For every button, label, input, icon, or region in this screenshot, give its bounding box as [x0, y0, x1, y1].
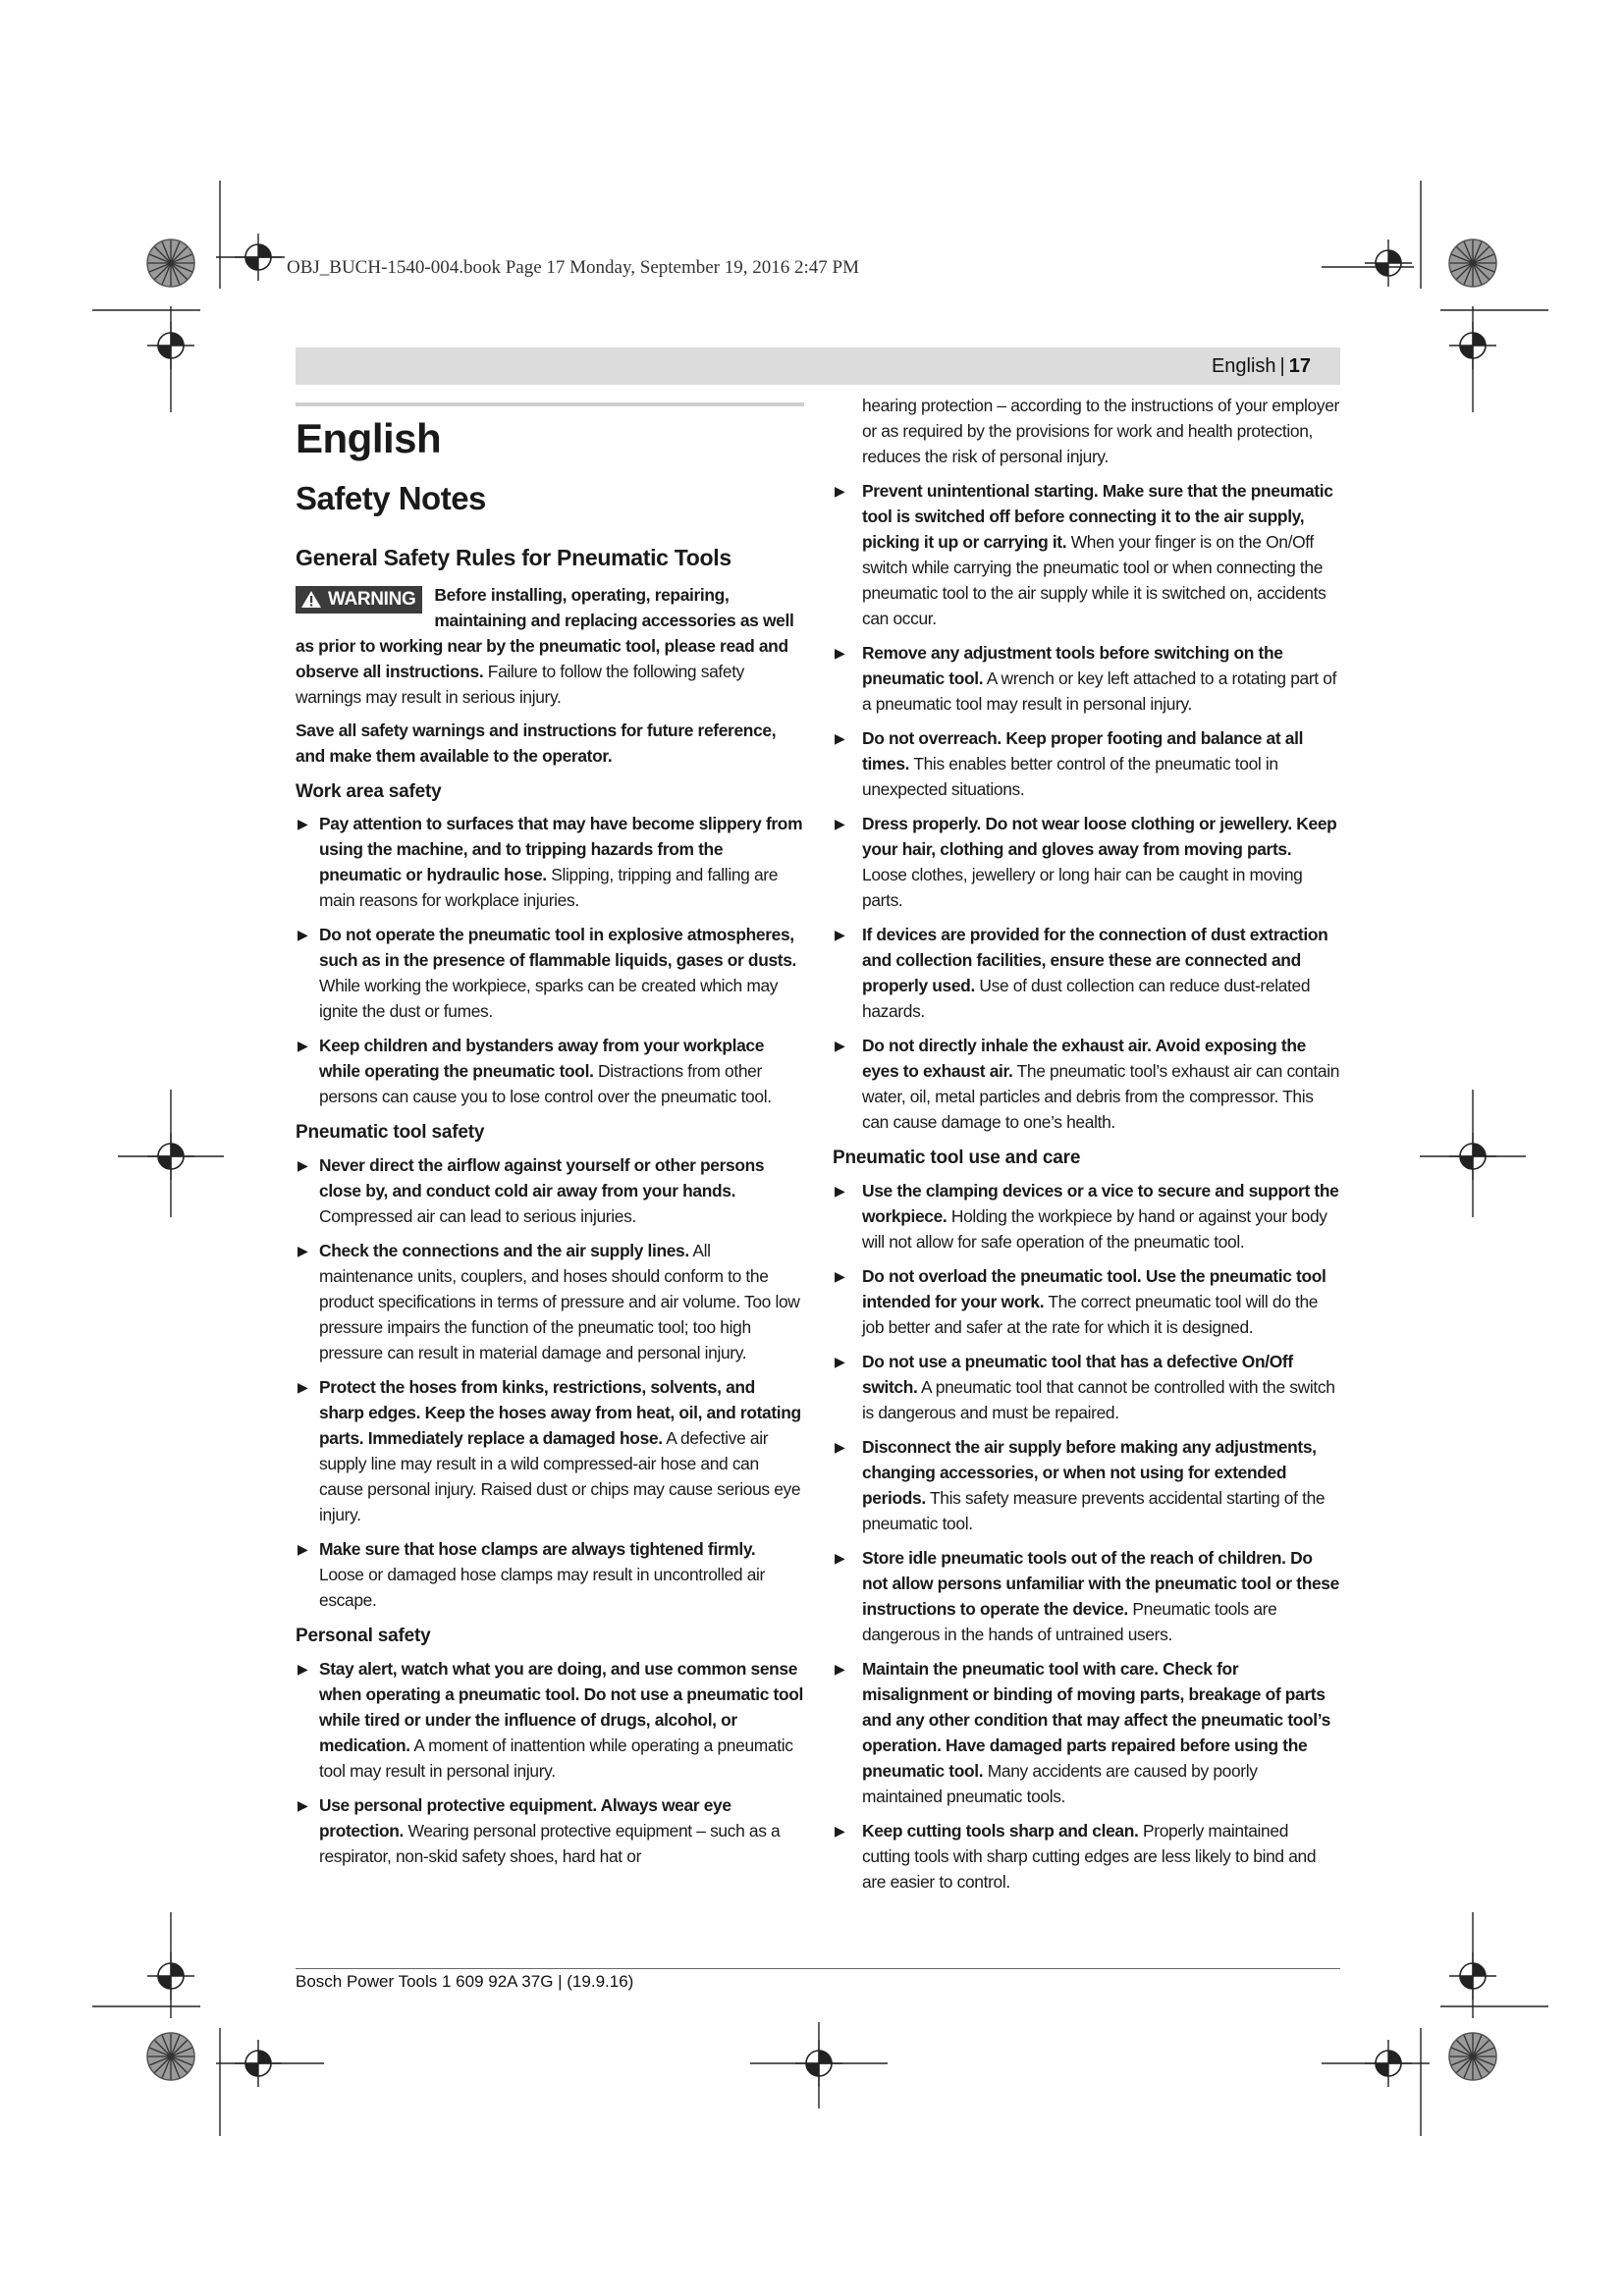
starburst-target-icon	[1449, 2033, 1496, 2080]
list-item	[833, 1349, 1340, 1425]
triangle-right-icon: ▶	[835, 1267, 845, 1284]
warning-paragraph	[296, 582, 804, 710]
warning-text: Failure to follow the following safety warnings may result in serious injury.	[296, 661, 745, 707]
item-text: This enables better control of the pneumatic tool in unexpected situations.	[862, 754, 1278, 799]
title-rule	[296, 402, 804, 406]
triangle-right-icon: ▶	[835, 483, 845, 499]
item-text: Compressed air can lead to serious injuries.	[319, 1206, 636, 1227]
list-item	[296, 1374, 804, 1527]
item-bold: If devices are provided for the connection of dust extraction and collection facilities, ensure these are connected and properly used.	[862, 925, 1328, 995]
item-text: Distractions from other persons can cause you to lose control over the pneumatic tool.	[319, 1061, 772, 1107]
registration-mark-icon	[1365, 240, 1412, 287]
item-bold: Do not directly inhale the exhaust air. Avoid exposing the eyes to exhaust air.	[862, 1036, 1306, 1081]
item-bold: Pay attention to surfaces that may have become slippery from using the machine, and to tripping hazards from the pneumatic or hydraulic hose.	[319, 814, 803, 885]
triangle-right-icon: ▶	[835, 1353, 845, 1369]
triangle-right-icon: ▶	[835, 1660, 845, 1677]
registration-mark-icon	[1365, 2040, 1412, 2087]
triangle-right-icon: ▶	[298, 1660, 308, 1677]
list-item	[833, 640, 1340, 717]
registration-mark-icon	[147, 1952, 194, 2000]
pneumatic-safety-heading: Pneumatic tool safety	[296, 1122, 485, 1144]
list-item	[296, 1033, 804, 1109]
item-bold: Do not overload the pneumatic tool. Use the pneumatic tool intended for your work.	[862, 1265, 1326, 1311]
header-separator: |	[1279, 355, 1285, 377]
triangle-right-icon: ▶	[835, 1822, 845, 1839]
item-bold: Protect the hoses from kinks, restrictions, solvents, and sharp edges. Keep the hoses away from heat, oil, and rotating parts. Immediately replace a damaged hose.	[319, 1377, 801, 1449]
list-item	[833, 1263, 1340, 1340]
work-area-heading: Work area safety	[296, 780, 442, 802]
registration-mark-icon	[235, 234, 282, 281]
triangle-right-icon: ▶	[835, 927, 845, 942]
list-item	[296, 811, 804, 913]
item-text: Pneumatic tools are dangerous in the hands of untrained users.	[862, 1598, 1277, 1644]
item-bold: Use personal protective equipment. Always wear eye protection.	[319, 1794, 731, 1841]
use-care-heading: Pneumatic tool use and care	[833, 1148, 1081, 1168]
item-text: Properly maintained cutting tools with sharp cutting edges are less likely to bind and are easier to control.	[862, 1820, 1317, 1892]
save-note-text: Save all safety warnings and instructions for future reference, and make them available to the operator.	[296, 720, 777, 766]
warning-badge	[296, 586, 422, 614]
starburst-target-icon	[147, 240, 194, 287]
list-item	[833, 1818, 1340, 1895]
save-note	[296, 718, 804, 769]
registration-mark-icon	[795, 2040, 842, 2087]
triangle-right-icon: ▶	[835, 645, 845, 661]
list-item	[296, 1656, 804, 1784]
item-bold: Keep cutting tools sharp and clean.	[862, 1820, 1139, 1841]
item-bold: Check the connections and the air supply lines.	[319, 1241, 689, 1261]
item-bold: Dress properly. Do not wear loose clothing or jewellery. Keep your hair, clothing and gloves away from moving parts.	[862, 814, 1337, 859]
triangle-right-icon: ▶	[835, 730, 845, 746]
triangle-right-icon: ▶	[835, 1549, 845, 1566]
warning-triangle-icon	[300, 590, 322, 609]
list-item	[833, 1178, 1340, 1255]
list-item	[833, 811, 1340, 913]
running-header	[296, 347, 1340, 385]
item-bold: Do not overreach. Keep proper footing and balance at all times.	[862, 728, 1304, 774]
item-bold: Keep children and bystanders away from your workplace while operating the pneumatic tool.	[319, 1036, 765, 1082]
triangle-right-icon: ▶	[298, 816, 308, 832]
item-bold: Do not operate the pneumatic tool in explosive atmospheres, such as in the presence of flammable liquids, gases or dusts.	[319, 925, 797, 971]
registration-mark-icon	[1449, 1952, 1496, 2000]
header-language: English	[1211, 355, 1276, 377]
print-slug: OBJ_BUCH-1540-004.book Page 17 Monday, September 19, 2016 2:47 PM	[287, 257, 859, 278]
item-text: Many accidents are caused by poorly maintained pneumatic tools.	[862, 1760, 1258, 1806]
warning-label: WARNING	[328, 588, 416, 610]
triangle-right-icon: ▶	[298, 1796, 308, 1813]
item-text: Loose or damaged hose clamps may result in uncontrolled air escape.	[319, 1565, 765, 1611]
triangle-right-icon: ▶	[298, 1157, 308, 1174]
item-bold: Stay alert, watch what you are doing, and use common sense when operating a pneumatic tool. Do not use a pneumatic tool while tired or under the influence of drugs, alcohol, or medication.	[319, 1658, 804, 1755]
item-bold: Prevent unintentional starting. Make sure that the pneumatic tool is switched off before connecting it to the air supply, picking it up or carrying it.	[862, 481, 1333, 552]
item-bold: Remove any adjustment tools before switching on the pneumatic tool.	[862, 643, 1283, 688]
right-column	[833, 393, 1340, 1903]
triangle-right-icon: ▶	[835, 1038, 845, 1053]
subsection-title: General Safety Rules for Pneumatic Tools	[296, 544, 731, 570]
warning-bold-text: Before installing, operating, repairing, maintaining and replacing accessories as well as prior to working near by the pneumatic tool, please read and observe all instructions.	[296, 584, 794, 681]
header-text	[1212, 355, 1311, 378]
list-item	[296, 1536, 804, 1613]
item-text: A defective air supply line may result in a wild compressed-air hose and can cause personal injury. Raised dust or chips may cause serious eye injury.	[319, 1428, 801, 1525]
triangle-right-icon: ▶	[298, 927, 308, 943]
page-title: English	[296, 415, 442, 461]
list-item	[833, 922, 1340, 1024]
list-item	[833, 1545, 1340, 1647]
triangle-right-icon: ▶	[298, 1243, 308, 1259]
item-text: Use of dust collection can reduce dust-related hazards.	[862, 976, 1311, 1021]
item-text: Loose clothes, jewellery or long hair can be caught in moving parts.	[862, 865, 1303, 910]
triangle-right-icon: ▶	[835, 816, 845, 831]
registration-mark-icon	[147, 322, 194, 369]
item-bold: Use the clamping devices or a vice to secure and support the workpiece.	[862, 1180, 1339, 1226]
item-text: While working the workpiece, sparks can be created which may ignite the dust or fumes.	[319, 976, 779, 1022]
footer-rule	[296, 1968, 1340, 1969]
item-text: The pneumatic tool’s exhaust air can contain water, oil, metal particles and debris from the compressor. This can cause damage to one’s health.	[862, 1061, 1340, 1132]
list-item	[296, 922, 804, 1024]
triangle-right-icon: ▶	[835, 1182, 845, 1199]
item-text: A wrench or key left attached to a rotating part of a pneumatic tool may result in personal injury.	[862, 668, 1337, 714]
triangle-right-icon: ▶	[298, 1541, 308, 1558]
left-column	[296, 393, 804, 1878]
list-item	[833, 725, 1340, 802]
personal-safety-heading: Personal safety	[296, 1626, 431, 1647]
item-text: This safety measure prevents accidental starting of the pneumatic tool.	[862, 1487, 1326, 1533]
starburst-target-icon	[1449, 240, 1496, 287]
triangle-right-icon: ▶	[298, 1379, 308, 1396]
list-item	[833, 478, 1340, 631]
item-bold: Never direct the airflow against yourself or other persons close by, and conduct cold air away from your hands.	[319, 1155, 765, 1201]
registration-mark-icon	[235, 2040, 282, 2087]
item-bold: Maintain the pneumatic tool with care. Check for misalignment or binding of moving parts, breakage of parts and any other condition that may affect the pneumatic tool’s operation. Have damaged parts repaired before using the pneumatic tool.	[862, 1658, 1330, 1781]
item-bold: Disconnect the air supply before making any adjustments, changing accessories, or when not using for extended periods.	[862, 1436, 1317, 1508]
item-text: Wearing personal protective equipment – such as a respirator, non-skid safety shoes, hard hat or	[319, 1820, 781, 1866]
list-item	[296, 1152, 804, 1229]
triangle-right-icon: ▶	[835, 1438, 845, 1455]
item-text: A moment of inattention while operating a pneumatic tool may result in personal injury.	[319, 1735, 793, 1781]
continued-text-body: hearing protection – according to the instructions of your employer or as required by the provisions for work and health protection, reduces the risk of personal injury.	[862, 396, 1339, 466]
page-number: 17	[1288, 355, 1311, 377]
item-bold: Store idle pneumatic tools out of the reach of children. Do not allow persons unfamiliar with the pneumatic tool or these instructions to operate the device.	[862, 1547, 1339, 1619]
section-title: Safety Notes	[296, 480, 486, 517]
item-text: A pneumatic tool that cannot be controlled with the switch is dangerous and must be repaired.	[862, 1376, 1335, 1422]
item-bold: Do not use a pneumatic tool that has a defective On/Off switch.	[862, 1351, 1293, 1397]
continued-text	[833, 393, 1340, 469]
list-item	[296, 1792, 804, 1869]
registration-mark-icon	[1449, 1133, 1496, 1180]
item-text: Slipping, tripping and falling are main reasons for workplace injuries.	[319, 865, 779, 911]
starburst-target-icon	[147, 2033, 194, 2080]
footer: Bosch Power Tools 1 609 92A 37G | (19.9.16)	[296, 1972, 634, 1991]
list-item	[833, 1033, 1340, 1135]
list-item	[296, 1238, 804, 1365]
list-item	[833, 1656, 1340, 1809]
list-item	[833, 1434, 1340, 1536]
registration-mark-icon	[1449, 322, 1496, 369]
item-text: When your finger is on the On/Off switch while carrying the pneumatic tool or when connecting the pneumatic tool to the air supply while it is switched on, accidents can occur.	[862, 532, 1326, 628]
item-text: All maintenance units, couplers, and hoses should conform to the product specifications in terms of pressure and air volume. Too low pressure impairs the function of the pneumatic tool; too high pressure can result in material damage and personal injury.	[319, 1241, 800, 1363]
item-text: The correct pneumatic tool will do the job better and safer at the rate for which it is designed.	[862, 1291, 1319, 1337]
registration-mark-icon	[147, 1133, 194, 1180]
item-bold: Make sure that hose clamps are always tightened firmly.	[319, 1539, 756, 1560]
item-text: Holding the workpiece by hand or against your body will not allow for safe operation of the pneumatic tool.	[862, 1205, 1327, 1252]
triangle-right-icon: ▶	[298, 1038, 308, 1054]
